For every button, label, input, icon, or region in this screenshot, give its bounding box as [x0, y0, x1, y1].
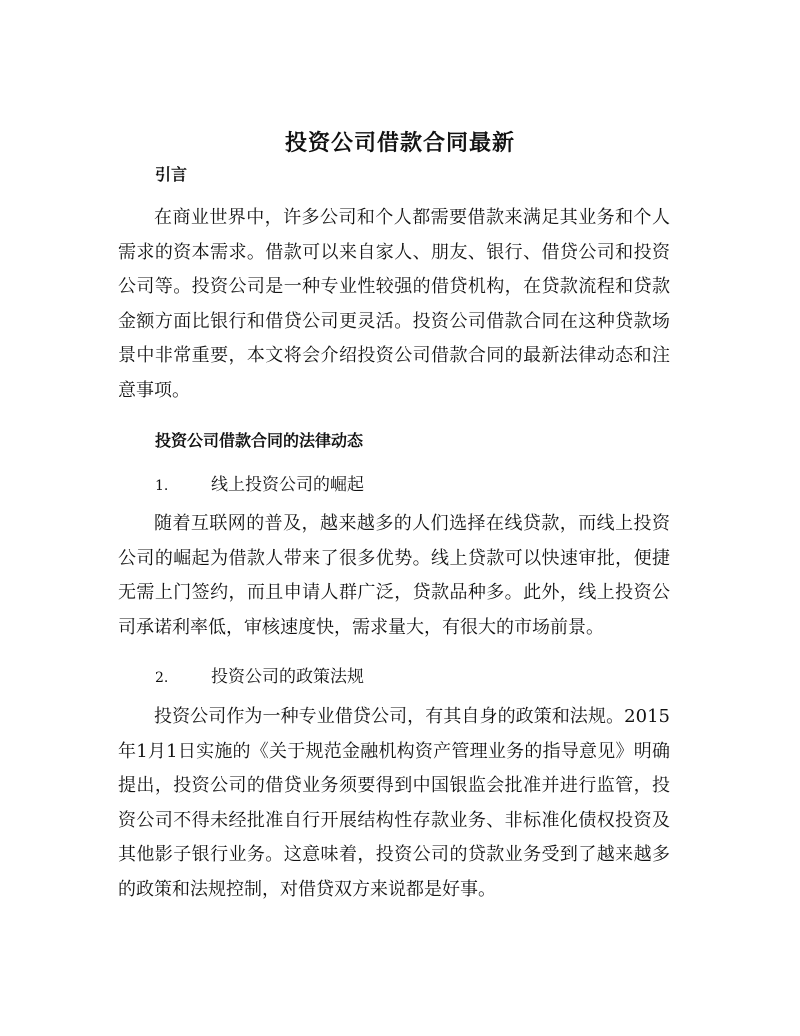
list-item-2-number: 2. [155, 670, 169, 686]
list-item-1-header [155, 472, 364, 499]
intro-heading: 引言 [155, 165, 188, 184]
list-item-1-title: 线上投资公司的崛起 [211, 475, 364, 495]
section-heading: 投资公司借款合同的法律动态 [155, 431, 364, 450]
list-item-2-paragraph: 投资公司作为一种专业借贷公司，有其自身的政策和法规。2015年1月1日实施的《关于规范金融机构资产管理业务的指导意见》明确提出，投资公司的借贷业务须要得到中国银监会批准并进行监管，投资公司不得未经批准自行开展结构性存款业务、非标准化债权投资及其他影子银行业务。这意味着，投资公司的贷款业务受到了越来越多的政策和法规控制，对借贷双方来说都是好事。 [118, 706, 670, 900]
list-item-2-title: 投资公司的政策法规 [211, 667, 364, 687]
list-item-1-number: 1. [155, 478, 169, 494]
list-item-1-paragraph: 随着互联网的普及，越来越多的人们选择在线贷款，而线上投资公司的崛起为借款人带来了很多优势。线上贷款可以快速审批，便捷无需上门签约，而且申请人群广泛，贷款品种多。此外，线上投资公司承诺利率低，审核速度快，需求量大，有很大的市场前景。 [118, 513, 670, 638]
intro-paragraph: 在商业世界中，许多公司和个人都需要借款来满足其业务和个人需求的资本需求。借款可以来自家人、朋友、银行、借贷公司和投资公司等。投资公司是一种专业性较强的借贷机构，在贷款流程和贷款金额方面比银行和借贷公司更灵活。投资公司借款合同在这种贷款场景中非常重要，本文将会介绍投资公司借款合同的最新法律动态和注意事项。 [118, 207, 670, 401]
document-title: 投资公司借款合同最新 [284, 130, 515, 156]
list-item-2-header [155, 664, 364, 691]
